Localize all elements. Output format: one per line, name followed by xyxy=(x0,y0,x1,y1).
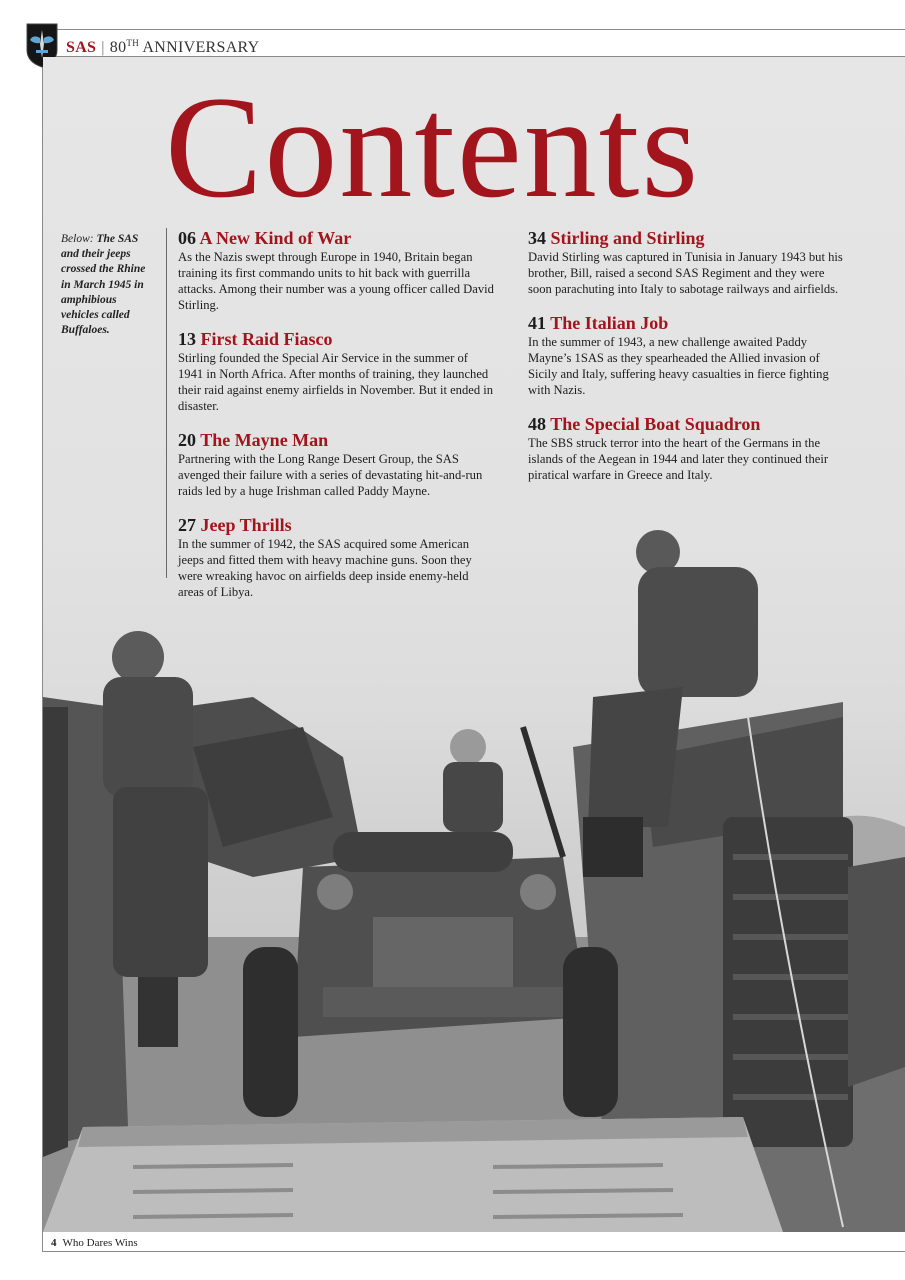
entry-heading xyxy=(528,228,844,248)
page-title: Contents xyxy=(165,66,701,228)
caption-lead: Below: xyxy=(61,233,94,245)
header-anniversary-suffix: TH xyxy=(126,38,139,48)
entry-heading xyxy=(178,515,494,535)
photo-caption xyxy=(61,232,153,338)
header-brand: SAS xyxy=(66,39,97,56)
entry-heading xyxy=(178,430,494,450)
entry-heading xyxy=(528,414,844,434)
entry-summary: As the Nazis swept through Europe in 1940, Britain began training its first commando units to hit back with guerrilla attacks. Among their number was a young officer called David Stirling. xyxy=(178,250,494,312)
entry-page-number: 27 xyxy=(178,515,196,535)
entry-title: The Mayne Man xyxy=(200,430,329,450)
contents-entry[interactable] xyxy=(528,414,844,483)
entry-title: Jeep Thrills xyxy=(200,515,292,535)
entry-summary: Partnering with the Long Range Desert Group, the SAS avenged their failure with a series of devastating hit-and-run raids led by a huge Irishman called Paddy Mayne. xyxy=(178,452,483,498)
entry-heading xyxy=(528,313,844,333)
entry-title: The Italian Job xyxy=(550,313,669,333)
entry-page-number: 13 xyxy=(178,329,196,349)
entry-summary: David Stirling was captured in Tunisia in January 1943 but his brother, Bill, raised a second SAS Regiment and they were soon parachuting into Italy to sabotage railways and airfields. xyxy=(528,250,843,296)
entry-title: Stirling and Stirling xyxy=(550,228,705,248)
header-rule-top xyxy=(42,29,905,30)
contents-entry[interactable] xyxy=(178,329,494,414)
footer-magazine-name: Who Dares Wins xyxy=(62,1237,138,1249)
entry-summary: In the summer of 1943, a new challenge awaited Paddy Mayne’s 1SAS as they spearheaded the Allied invasion of Sicily and Italy, suffering heavy casualties in fierce fighting with Nazis. xyxy=(528,335,829,397)
entry-heading xyxy=(178,329,494,349)
page-footer xyxy=(51,1236,138,1250)
entry-page-number: 41 xyxy=(528,313,546,333)
contents-column-right xyxy=(528,228,844,499)
contents-column-left xyxy=(178,228,494,616)
entry-page-number: 48 xyxy=(528,414,546,434)
entry-page-number: 06 xyxy=(178,228,196,248)
entry-page-number: 34 xyxy=(528,228,546,248)
entry-page-number: 20 xyxy=(178,430,196,450)
header-anniversary-word: ANNIVERSARY xyxy=(139,39,260,56)
contents-entry[interactable] xyxy=(178,228,494,313)
entry-summary: The SBS struck terror into the heart of the Germans in the islands of the Aegean in 1944 and later they continued their piratical warfare in Greece and Italy. xyxy=(528,436,829,482)
contents-entry[interactable] xyxy=(178,515,494,600)
contents-entry[interactable] xyxy=(528,313,844,398)
entry-heading xyxy=(178,228,494,248)
entry-title: A New Kind of War xyxy=(199,228,352,248)
header-separator: | xyxy=(101,39,105,56)
contents-entry[interactable] xyxy=(178,430,494,499)
entry-summary: In the summer of 1942, the SAS acquired some American jeeps and fitted them with heavy machine guns. Soon they were wreaking havoc on airfields deep inside enemy-held areas of Libya. xyxy=(178,537,472,599)
entry-summary: Stirling founded the Special Air Service in the summer of 1941 in North Africa. After months of training, they launched their raid against enemy airfields in November. But it ended in disaster. xyxy=(178,351,494,413)
header-anniversary-number: 80 xyxy=(109,39,127,56)
contents-entry[interactable] xyxy=(528,228,844,297)
footer-page-number: 4 xyxy=(51,1237,57,1249)
entry-title: The Special Boat Squadron xyxy=(550,414,761,434)
entry-title: First Raid Fiasco xyxy=(200,329,333,349)
caption-text: The SAS and their jeeps crossed the Rhine in March 1945 in amphibious vehicles called Buffaloes. xyxy=(61,233,146,337)
footer-rule xyxy=(42,1251,905,1252)
column-rule xyxy=(166,228,167,578)
running-header xyxy=(66,33,260,58)
